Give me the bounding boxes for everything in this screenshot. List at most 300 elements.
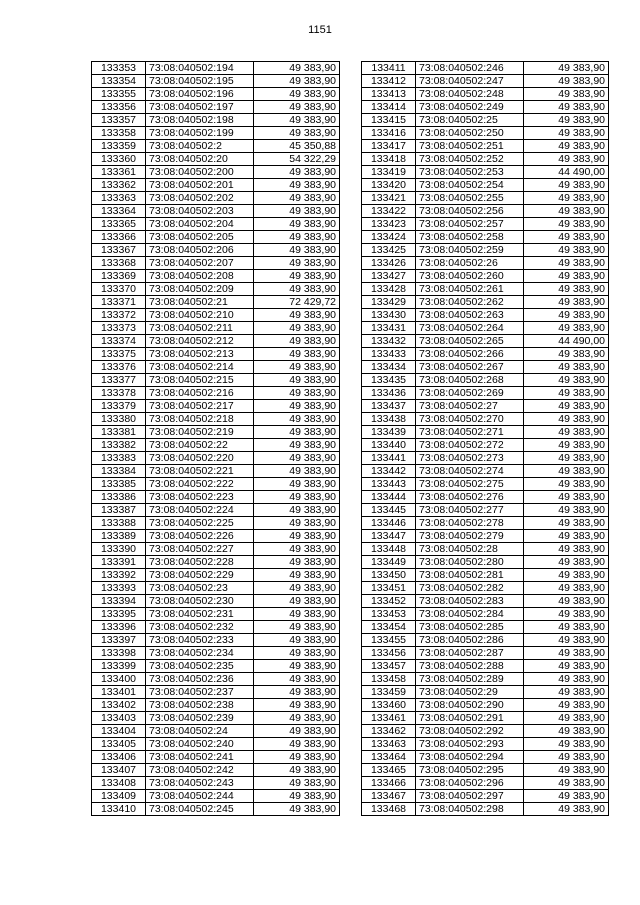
cadastral-number-cell: 73:08:040502:287 bbox=[416, 647, 524, 660]
row-number-cell: 133426 bbox=[362, 257, 416, 270]
cadastral-number-cell: 73:08:040502:228 bbox=[146, 556, 254, 569]
row-number-cell: 133461 bbox=[362, 712, 416, 725]
row-number-cell: 133359 bbox=[92, 140, 146, 153]
cadastral-number-cell: 73:08:040502:236 bbox=[146, 673, 254, 686]
table-row bbox=[362, 387, 609, 400]
row-number-cell: 133462 bbox=[362, 725, 416, 738]
cadastral-number-cell: 73:08:040502:221 bbox=[146, 465, 254, 478]
value-cell: 49 383,90 bbox=[524, 465, 609, 478]
cadastral-number-cell: 73:08:040502:197 bbox=[146, 101, 254, 114]
row-number-cell: 133427 bbox=[362, 270, 416, 283]
cadastral-number-cell: 73:08:040502:248 bbox=[416, 88, 524, 101]
table-row bbox=[92, 530, 340, 543]
value-cell: 49 383,90 bbox=[254, 257, 340, 270]
value-cell: 49 383,90 bbox=[524, 75, 609, 88]
table-row bbox=[362, 582, 609, 595]
table-row bbox=[92, 738, 340, 751]
row-number-cell: 133390 bbox=[92, 543, 146, 556]
cadastral-number-cell: 73:08:040502:268 bbox=[416, 374, 524, 387]
row-number-cell: 133373 bbox=[92, 322, 146, 335]
cadastral-number-cell: 73:08:040502:251 bbox=[416, 140, 524, 153]
value-cell: 49 383,90 bbox=[254, 764, 340, 777]
value-cell: 49 383,90 bbox=[254, 127, 340, 140]
table-row bbox=[362, 478, 609, 491]
cadastral-number-cell: 73:08:040502:25 bbox=[416, 114, 524, 127]
table-row bbox=[362, 153, 609, 166]
table-row bbox=[92, 543, 340, 556]
row-number-cell: 133450 bbox=[362, 569, 416, 582]
table-row bbox=[92, 569, 340, 582]
table-row bbox=[92, 634, 340, 647]
table-row bbox=[362, 504, 609, 517]
table-row bbox=[362, 205, 609, 218]
table-row bbox=[362, 62, 609, 75]
value-cell: 49 383,90 bbox=[254, 504, 340, 517]
row-number-cell: 133375 bbox=[92, 348, 146, 361]
table-row bbox=[362, 322, 609, 335]
value-cell: 49 383,90 bbox=[254, 270, 340, 283]
cadastral-number-cell: 73:08:040502:252 bbox=[416, 153, 524, 166]
value-cell: 49 383,90 bbox=[524, 270, 609, 283]
value-cell: 49 383,90 bbox=[254, 335, 340, 348]
table-row bbox=[92, 127, 340, 140]
row-number-cell: 133380 bbox=[92, 413, 146, 426]
row-number-cell: 133452 bbox=[362, 595, 416, 608]
row-number-cell: 133385 bbox=[92, 478, 146, 491]
cadastral-number-cell: 73:08:040502:257 bbox=[416, 218, 524, 231]
table-row bbox=[92, 595, 340, 608]
table-row bbox=[92, 88, 340, 101]
row-number-cell: 133433 bbox=[362, 348, 416, 361]
table-row bbox=[362, 335, 609, 348]
row-number-cell: 133422 bbox=[362, 205, 416, 218]
value-cell: 49 383,90 bbox=[524, 231, 609, 244]
table-row bbox=[362, 738, 609, 751]
value-cell: 49 383,90 bbox=[254, 790, 340, 803]
table-row bbox=[362, 374, 609, 387]
table-row bbox=[362, 764, 609, 777]
cadastral-number-cell: 73:08:040502:220 bbox=[146, 452, 254, 465]
row-number-cell: 133384 bbox=[92, 465, 146, 478]
table-row bbox=[362, 595, 609, 608]
cadastral-number-cell: 73:08:040502:266 bbox=[416, 348, 524, 361]
row-number-cell: 133448 bbox=[362, 543, 416, 556]
table-row bbox=[362, 413, 609, 426]
value-cell: 49 383,90 bbox=[524, 127, 609, 140]
row-number-cell: 133393 bbox=[92, 582, 146, 595]
row-number-cell: 133407 bbox=[92, 764, 146, 777]
cadastral-number-cell: 73:08:040502:208 bbox=[146, 270, 254, 283]
table-row bbox=[92, 803, 340, 816]
cadastral-number-cell: 73:08:040502:27 bbox=[416, 400, 524, 413]
cadastral-number-cell: 73:08:040502:245 bbox=[146, 803, 254, 816]
table-row bbox=[92, 231, 340, 244]
value-cell: 49 383,90 bbox=[254, 478, 340, 491]
row-number-cell: 133391 bbox=[92, 556, 146, 569]
table-row bbox=[92, 179, 340, 192]
value-cell: 49 383,90 bbox=[524, 114, 609, 127]
cadastral-number-cell: 73:08:040502:259 bbox=[416, 244, 524, 257]
value-cell: 49 383,90 bbox=[254, 608, 340, 621]
row-number-cell: 133401 bbox=[92, 686, 146, 699]
table-row bbox=[92, 712, 340, 725]
table-row bbox=[92, 75, 340, 88]
cadastral-number-cell: 73:08:040502:284 bbox=[416, 608, 524, 621]
row-number-cell: 133389 bbox=[92, 530, 146, 543]
cadastral-number-cell: 73:08:040502:210 bbox=[146, 309, 254, 322]
table-row bbox=[92, 322, 340, 335]
row-number-cell: 133361 bbox=[92, 166, 146, 179]
value-cell: 49 383,90 bbox=[254, 738, 340, 751]
cadastral-number-cell: 73:08:040502:267 bbox=[416, 361, 524, 374]
value-cell: 49 383,90 bbox=[524, 647, 609, 660]
row-number-cell: 133402 bbox=[92, 699, 146, 712]
table-row bbox=[92, 348, 340, 361]
table-row bbox=[362, 517, 609, 530]
cadastral-number-cell: 73:08:040502:200 bbox=[146, 166, 254, 179]
row-number-cell: 133362 bbox=[92, 179, 146, 192]
cadastral-number-cell: 73:08:040502:244 bbox=[146, 790, 254, 803]
value-cell: 49 383,90 bbox=[524, 569, 609, 582]
cadastral-number-cell: 73:08:040502:22 bbox=[146, 439, 254, 452]
row-number-cell: 133386 bbox=[92, 491, 146, 504]
registry-table-right bbox=[361, 61, 609, 816]
value-cell: 49 383,90 bbox=[524, 621, 609, 634]
value-cell: 49 383,90 bbox=[524, 205, 609, 218]
cadastral-number-cell: 73:08:040502:278 bbox=[416, 517, 524, 530]
value-cell: 44 490,00 bbox=[524, 166, 609, 179]
table-row bbox=[362, 361, 609, 374]
value-cell: 49 383,90 bbox=[524, 88, 609, 101]
cadastral-number-cell: 73:08:040502:216 bbox=[146, 387, 254, 400]
table-row bbox=[362, 621, 609, 634]
cadastral-number-cell: 73:08:040502:262 bbox=[416, 296, 524, 309]
value-cell: 49 383,90 bbox=[254, 660, 340, 673]
table-row bbox=[362, 166, 609, 179]
table-row bbox=[362, 348, 609, 361]
cadastral-number-cell: 73:08:040502:24 bbox=[146, 725, 254, 738]
value-cell: 54 322,29 bbox=[254, 153, 340, 166]
row-number-cell: 133405 bbox=[92, 738, 146, 751]
cadastral-number-cell: 73:08:040502:270 bbox=[416, 413, 524, 426]
row-number-cell: 133432 bbox=[362, 335, 416, 348]
table-row bbox=[92, 361, 340, 374]
value-cell: 49 383,90 bbox=[524, 764, 609, 777]
row-number-cell: 133398 bbox=[92, 647, 146, 660]
value-cell: 44 490,00 bbox=[524, 335, 609, 348]
value-cell: 49 383,90 bbox=[524, 387, 609, 400]
value-cell: 49 383,90 bbox=[524, 400, 609, 413]
cadastral-number-cell: 73:08:040502:194 bbox=[146, 62, 254, 75]
cadastral-number-cell: 73:08:040502:217 bbox=[146, 400, 254, 413]
table-row bbox=[92, 166, 340, 179]
row-number-cell: 133411 bbox=[362, 62, 416, 75]
row-number-cell: 133423 bbox=[362, 218, 416, 231]
cadastral-number-cell: 73:08:040502:205 bbox=[146, 231, 254, 244]
cadastral-number-cell: 73:08:040502:271 bbox=[416, 426, 524, 439]
table-row bbox=[362, 127, 609, 140]
cadastral-number-cell: 73:08:040502:203 bbox=[146, 205, 254, 218]
row-number-cell: 133367 bbox=[92, 244, 146, 257]
value-cell: 49 383,90 bbox=[524, 712, 609, 725]
value-cell: 72 429,72 bbox=[254, 296, 340, 309]
table-row bbox=[362, 296, 609, 309]
table-row bbox=[362, 530, 609, 543]
cadastral-number-cell: 73:08:040502:283 bbox=[416, 595, 524, 608]
value-cell: 49 383,90 bbox=[524, 244, 609, 257]
row-number-cell: 133406 bbox=[92, 751, 146, 764]
cadastral-number-cell: 73:08:040502:253 bbox=[416, 166, 524, 179]
cadastral-number-cell: 73:08:040502:223 bbox=[146, 491, 254, 504]
value-cell: 49 383,90 bbox=[254, 348, 340, 361]
cadastral-number-cell: 73:08:040502:232 bbox=[146, 621, 254, 634]
value-cell: 49 383,90 bbox=[524, 491, 609, 504]
table-row bbox=[362, 699, 609, 712]
table-row bbox=[92, 725, 340, 738]
value-cell: 49 383,90 bbox=[524, 517, 609, 530]
cadastral-number-cell: 73:08:040502:212 bbox=[146, 335, 254, 348]
table-row bbox=[362, 673, 609, 686]
cadastral-number-cell: 73:08:040502:209 bbox=[146, 283, 254, 296]
value-cell: 49 383,90 bbox=[254, 634, 340, 647]
cadastral-number-cell: 73:08:040502:280 bbox=[416, 556, 524, 569]
cadastral-number-cell: 73:08:040502:292 bbox=[416, 725, 524, 738]
value-cell: 49 383,90 bbox=[524, 257, 609, 270]
row-number-cell: 133400 bbox=[92, 673, 146, 686]
cadastral-number-cell: 73:08:040502:277 bbox=[416, 504, 524, 517]
cadastral-number-cell: 73:08:040502:240 bbox=[146, 738, 254, 751]
cadastral-number-cell: 73:08:040502:230 bbox=[146, 595, 254, 608]
value-cell: 49 383,90 bbox=[254, 361, 340, 374]
value-cell: 49 383,90 bbox=[524, 296, 609, 309]
value-cell: 49 383,90 bbox=[254, 309, 340, 322]
table-row bbox=[362, 179, 609, 192]
row-number-cell: 133458 bbox=[362, 673, 416, 686]
value-cell: 49 383,90 bbox=[524, 439, 609, 452]
row-number-cell: 133414 bbox=[362, 101, 416, 114]
value-cell: 49 383,90 bbox=[254, 205, 340, 218]
value-cell: 49 383,90 bbox=[254, 673, 340, 686]
row-number-cell: 133409 bbox=[92, 790, 146, 803]
row-number-cell: 133382 bbox=[92, 439, 146, 452]
cadastral-number-cell: 73:08:040502:218 bbox=[146, 413, 254, 426]
row-number-cell: 133437 bbox=[362, 400, 416, 413]
row-number-cell: 133392 bbox=[92, 569, 146, 582]
registry-table-left bbox=[91, 61, 340, 816]
table-row bbox=[92, 374, 340, 387]
table-row bbox=[362, 634, 609, 647]
row-number-cell: 133396 bbox=[92, 621, 146, 634]
table-row bbox=[92, 673, 340, 686]
cadastral-number-cell: 73:08:040502:196 bbox=[146, 88, 254, 101]
row-number-cell: 133439 bbox=[362, 426, 416, 439]
row-number-cell: 133429 bbox=[362, 296, 416, 309]
row-number-cell: 133378 bbox=[92, 387, 146, 400]
row-number-cell: 133456 bbox=[362, 647, 416, 660]
cadastral-number-cell: 73:08:040502:297 bbox=[416, 790, 524, 803]
table-row bbox=[362, 439, 609, 452]
value-cell: 49 383,90 bbox=[524, 62, 609, 75]
value-cell: 49 383,90 bbox=[254, 322, 340, 335]
cadastral-number-cell: 73:08:040502:202 bbox=[146, 192, 254, 205]
value-cell: 49 383,90 bbox=[254, 530, 340, 543]
row-number-cell: 133403 bbox=[92, 712, 146, 725]
row-number-cell: 133455 bbox=[362, 634, 416, 647]
cadastral-number-cell: 73:08:040502:243 bbox=[146, 777, 254, 790]
cadastral-number-cell: 73:08:040502:224 bbox=[146, 504, 254, 517]
row-number-cell: 133408 bbox=[92, 777, 146, 790]
cadastral-number-cell: 73:08:040502:214 bbox=[146, 361, 254, 374]
cadastral-number-cell: 73:08:040502:272 bbox=[416, 439, 524, 452]
cadastral-number-cell: 73:08:040502:237 bbox=[146, 686, 254, 699]
row-number-cell: 133379 bbox=[92, 400, 146, 413]
value-cell: 49 383,90 bbox=[524, 426, 609, 439]
table-row bbox=[92, 426, 340, 439]
value-cell: 49 383,90 bbox=[524, 582, 609, 595]
table-row bbox=[92, 439, 340, 452]
cadastral-number-cell: 73:08:040502:275 bbox=[416, 478, 524, 491]
table-row bbox=[92, 114, 340, 127]
table-row bbox=[92, 751, 340, 764]
value-cell: 49 383,90 bbox=[524, 790, 609, 803]
value-cell: 49 383,90 bbox=[524, 751, 609, 764]
table-row bbox=[92, 790, 340, 803]
cadastral-number-cell: 73:08:040502:21 bbox=[146, 296, 254, 309]
row-number-cell: 133463 bbox=[362, 738, 416, 751]
value-cell: 49 383,90 bbox=[254, 218, 340, 231]
cadastral-number-cell: 73:08:040502:215 bbox=[146, 374, 254, 387]
row-number-cell: 133364 bbox=[92, 205, 146, 218]
value-cell: 45 350,88 bbox=[254, 140, 340, 153]
value-cell: 49 383,90 bbox=[254, 621, 340, 634]
row-number-cell: 133434 bbox=[362, 361, 416, 374]
cadastral-number-cell: 73:08:040502:250 bbox=[416, 127, 524, 140]
row-number-cell: 133377 bbox=[92, 374, 146, 387]
table-row bbox=[362, 660, 609, 673]
row-number-cell: 133366 bbox=[92, 231, 146, 244]
cadastral-number-cell: 73:08:040502:264 bbox=[416, 322, 524, 335]
value-cell: 49 383,90 bbox=[254, 699, 340, 712]
table-row bbox=[92, 686, 340, 699]
row-number-cell: 133454 bbox=[362, 621, 416, 634]
table-row bbox=[92, 478, 340, 491]
table-row bbox=[362, 140, 609, 153]
value-cell: 49 383,90 bbox=[524, 543, 609, 556]
table-row bbox=[92, 257, 340, 270]
value-cell: 49 383,90 bbox=[524, 777, 609, 790]
row-number-cell: 133438 bbox=[362, 413, 416, 426]
value-cell: 49 383,90 bbox=[254, 166, 340, 179]
row-number-cell: 133358 bbox=[92, 127, 146, 140]
table-row bbox=[362, 426, 609, 439]
row-number-cell: 133394 bbox=[92, 595, 146, 608]
table-row bbox=[92, 335, 340, 348]
value-cell: 49 383,90 bbox=[254, 192, 340, 205]
value-cell: 49 383,90 bbox=[524, 660, 609, 673]
table-row bbox=[92, 270, 340, 283]
table-row bbox=[362, 192, 609, 205]
row-number-cell: 133445 bbox=[362, 504, 416, 517]
cadastral-number-cell: 73:08:040502:254 bbox=[416, 179, 524, 192]
row-number-cell: 133397 bbox=[92, 634, 146, 647]
table-row bbox=[92, 660, 340, 673]
value-cell: 49 383,90 bbox=[254, 439, 340, 452]
value-cell: 49 383,90 bbox=[254, 647, 340, 660]
cadastral-number-cell: 73:08:040502:260 bbox=[416, 270, 524, 283]
value-cell: 49 383,90 bbox=[524, 101, 609, 114]
value-cell: 49 383,90 bbox=[524, 595, 609, 608]
table-row bbox=[362, 400, 609, 413]
table-row bbox=[92, 283, 340, 296]
cadastral-number-cell: 73:08:040502:261 bbox=[416, 283, 524, 296]
row-number-cell: 133418 bbox=[362, 153, 416, 166]
cadastral-number-cell: 73:08:040502:26 bbox=[416, 257, 524, 270]
row-number-cell: 133383 bbox=[92, 452, 146, 465]
table-row bbox=[92, 491, 340, 504]
cadastral-number-cell: 73:08:040502:234 bbox=[146, 647, 254, 660]
table-row bbox=[92, 140, 340, 153]
table-row bbox=[92, 556, 340, 569]
cadastral-number-cell: 73:08:040502:294 bbox=[416, 751, 524, 764]
value-cell: 49 383,90 bbox=[254, 114, 340, 127]
value-cell: 49 383,90 bbox=[524, 361, 609, 374]
table-row bbox=[362, 75, 609, 88]
table-row bbox=[92, 582, 340, 595]
table-row bbox=[92, 608, 340, 621]
table-row bbox=[362, 790, 609, 803]
row-number-cell: 133444 bbox=[362, 491, 416, 504]
cadastral-number-cell: 73:08:040502:276 bbox=[416, 491, 524, 504]
table-row bbox=[362, 218, 609, 231]
value-cell: 49 383,90 bbox=[524, 452, 609, 465]
cadastral-number-cell: 73:08:040502:20 bbox=[146, 153, 254, 166]
cadastral-number-cell: 73:08:040502:227 bbox=[146, 543, 254, 556]
value-cell: 49 383,90 bbox=[524, 504, 609, 517]
table-row bbox=[362, 244, 609, 257]
cadastral-number-cell: 73:08:040502:225 bbox=[146, 517, 254, 530]
cadastral-number-cell: 73:08:040502:29 bbox=[416, 686, 524, 699]
cadastral-number-cell: 73:08:040502:199 bbox=[146, 127, 254, 140]
value-cell: 49 383,90 bbox=[254, 283, 340, 296]
row-number-cell: 133430 bbox=[362, 309, 416, 322]
table-row bbox=[92, 153, 340, 166]
cadastral-number-cell: 73:08:040502:274 bbox=[416, 465, 524, 478]
table-row bbox=[92, 517, 340, 530]
cadastral-number-cell: 73:08:040502:279 bbox=[416, 530, 524, 543]
cadastral-number-cell: 73:08:040502:249 bbox=[416, 101, 524, 114]
value-cell: 49 383,90 bbox=[254, 400, 340, 413]
value-cell: 49 383,90 bbox=[254, 556, 340, 569]
cadastral-number-cell: 73:08:040502:289 bbox=[416, 673, 524, 686]
value-cell: 49 383,90 bbox=[254, 179, 340, 192]
row-number-cell: 133442 bbox=[362, 465, 416, 478]
value-cell: 49 383,90 bbox=[254, 88, 340, 101]
row-number-cell: 133381 bbox=[92, 426, 146, 439]
value-cell: 49 383,90 bbox=[254, 465, 340, 478]
value-cell: 49 383,90 bbox=[524, 530, 609, 543]
row-number-cell: 133363 bbox=[92, 192, 146, 205]
cadastral-number-cell: 73:08:040502:213 bbox=[146, 348, 254, 361]
value-cell: 49 383,90 bbox=[254, 413, 340, 426]
page-number: 1151 bbox=[308, 24, 332, 36]
value-cell: 49 383,90 bbox=[254, 725, 340, 738]
value-cell: 49 383,90 bbox=[254, 569, 340, 582]
row-number-cell: 133435 bbox=[362, 374, 416, 387]
row-number-cell: 133440 bbox=[362, 439, 416, 452]
value-cell: 49 383,90 bbox=[524, 153, 609, 166]
table-row bbox=[92, 452, 340, 465]
cadastral-number-cell: 73:08:040502:233 bbox=[146, 634, 254, 647]
